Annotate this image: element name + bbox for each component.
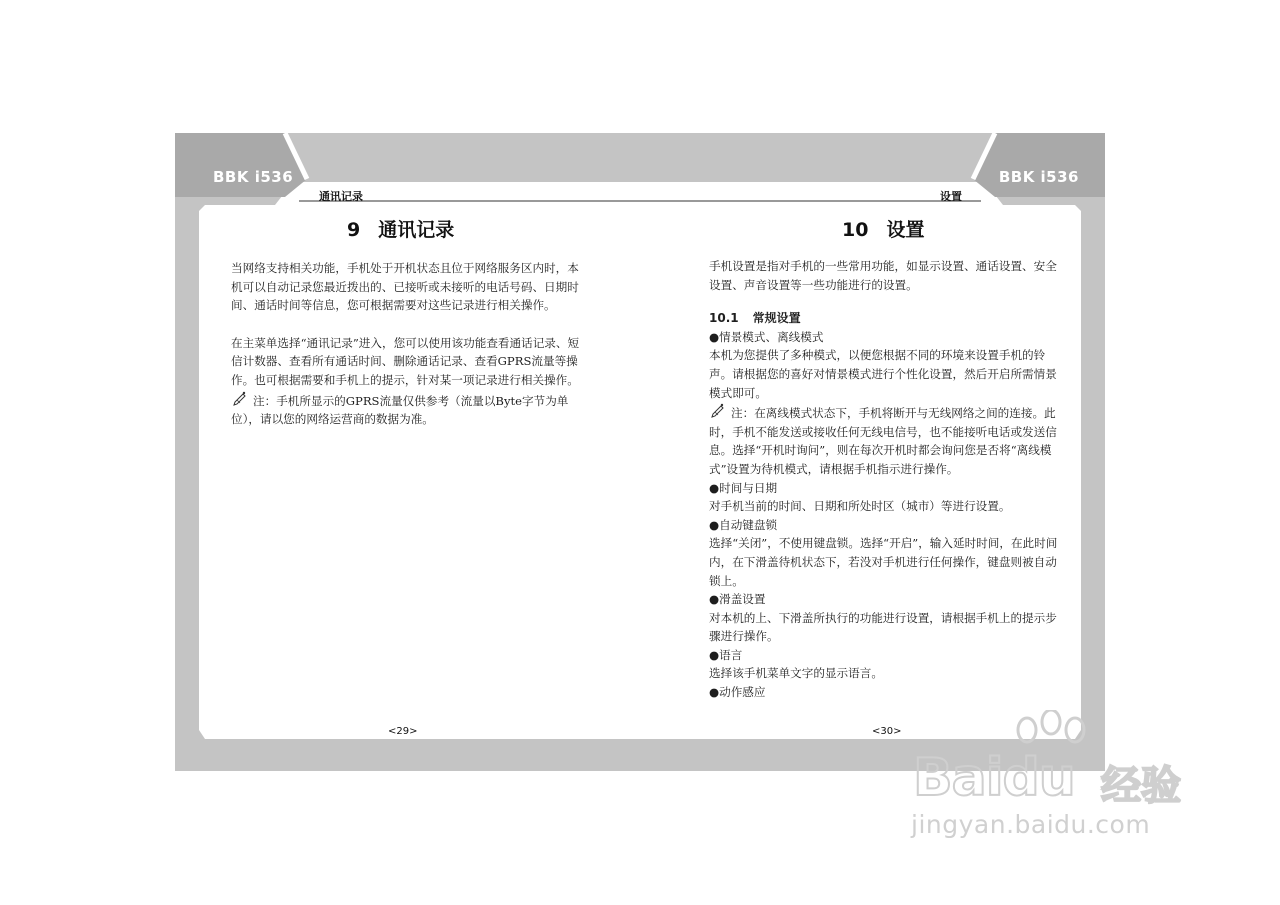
- section-number: 10.1: [709, 311, 739, 326]
- note-pencil-icon: [709, 402, 727, 420]
- note-pencil-icon: [231, 390, 249, 408]
- manual-spread: [175, 133, 1105, 771]
- page-number-left: <29>: [388, 726, 418, 737]
- left-paragraph: 在主菜单选择“通讯记录”进入，您可以使用该功能查看通话记录、短信计数器、查看所有通话时间、删除通话记录、查看GPRS流量等操作。也可根据需要和手机上的提示，针对某一项记录进行相关操作。: [231, 335, 580, 387]
- chapter-title-right: [842, 215, 924, 242]
- left-page-body: [231, 259, 581, 429]
- bullet-heading: ●自动键盘锁: [709, 517, 778, 532]
- section-title: 常规设置: [752, 311, 801, 326]
- running-head-right: 设置: [940, 190, 962, 203]
- bullet-text: 选择“关闭”，不使用键盘锁。选择“开启”，输入延时时间，在此时间内，在下滑盖待机状态下，若没对手机进行任何操作，键盘则被自动锁上。: [709, 536, 1058, 588]
- chapter-name-left: 通讯记录: [378, 219, 455, 241]
- bullet-heading: ●动作感应: [709, 685, 766, 700]
- watermark-url: jingyan.baidu.com: [911, 810, 1151, 839]
- chapter-title-left: [347, 215, 454, 242]
- header-band: [275, 182, 1003, 205]
- bullet-text: 本机为您提供了多种模式，以便您根据不同的环境来设置手机的铃声。请根据您的喜好对情景模式进行个性化设置，然后开启所需情景模式即可。: [709, 348, 1057, 400]
- watermark-logo-cn: 经验: [1101, 763, 1181, 809]
- brand-label-right: BBK i536: [998, 168, 1079, 186]
- chapter-number-right: 10: [842, 219, 869, 241]
- right-intro: 手机设置是指对手机的一些常用功能，如显示设置、通话设置、安全设置、声音设置等一些功能进行的设置。: [709, 259, 1057, 292]
- bullet-text: 对本机的上、下滑盖所执行的功能进行设置，请根据手机上的提示步骤进行操作。: [709, 610, 1057, 644]
- chapter-number-left: 9: [347, 219, 361, 241]
- right-page-body: [709, 257, 1059, 702]
- page-number-right: <30>: [872, 726, 902, 737]
- chapter-name-right: 设置: [886, 219, 925, 241]
- bullet-heading: ●滑盖设置: [709, 592, 766, 607]
- left-paragraph: 当网络支持相关功能，手机处于开机状态且位于网络服务区内时，本机可以自动记录您最近拨出的、已接听或未接听的电话号码、日期时间、通话时间等信息，您可根据需要对这些记录进行相关操作。: [231, 261, 579, 313]
- right-note: [709, 402, 1059, 478]
- bullet-heading: ●语言: [709, 647, 743, 662]
- left-note: [231, 390, 581, 429]
- section-heading: [709, 309, 1059, 328]
- running-head-left: 通讯记录: [319, 190, 363, 203]
- bullet-text: 对手机当前的时间、日期和所处时区（城市）等进行设置。: [709, 499, 1011, 514]
- left-note-text: 注：手机所显示的GPRS流量仅供参考（流量以Byte字节为单位），请以您的网络运营商的数据为准。: [231, 393, 569, 427]
- baidu-jingyan-watermark: [905, 712, 1205, 862]
- watermark-logo-text: Baidu: [913, 748, 1075, 808]
- brand-label-left: BBK i536: [213, 168, 294, 186]
- bullet-heading: ●情景模式、离线模式: [709, 329, 824, 344]
- right-note-text: 注：在离线模式状态下，手机将断开与无线网络之间的连接。此时，手机不能发送或接收任何无线电信号，也不能接听电话或发送信息。选择“开机时询问”，则在每次开机时都会询问您是否将“离线模式”设置为待机模式，请根据手机指示进行操作。: [709, 406, 1057, 476]
- bullet-heading: ●时间与日期: [709, 480, 778, 495]
- bullet-text: 选择该手机菜单文字的显示语言。: [709, 666, 883, 681]
